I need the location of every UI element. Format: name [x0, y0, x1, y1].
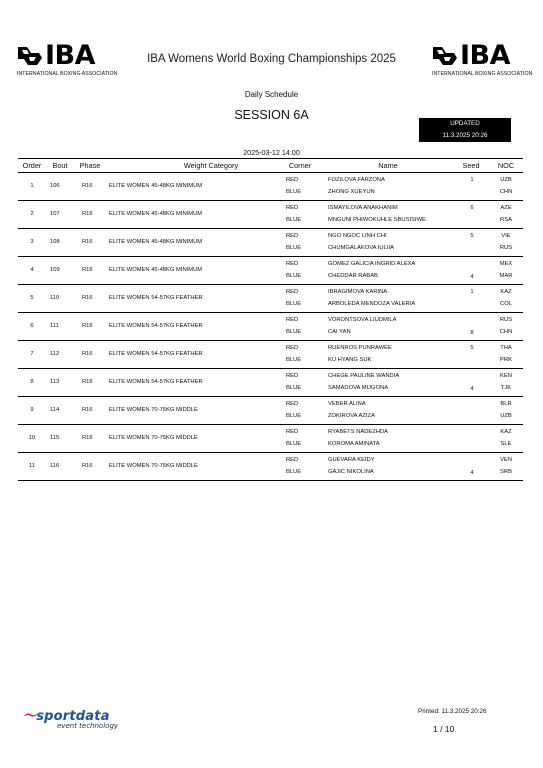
- logo-subtitle: INTERNATIONAL BOXING ASSOCIATION: [432, 71, 533, 77]
- blue-boxer-name: ZOKIROVA AZIZA: [328, 413, 375, 419]
- brand-tagline: event technology: [57, 722, 119, 730]
- bout-number: 109: [50, 267, 60, 273]
- blue-corner-label: BLUE: [286, 217, 302, 223]
- bout-phase: R16: [82, 463, 93, 469]
- blue-corner-label: BLUE: [286, 245, 302, 251]
- bout-number: 114: [50, 407, 60, 413]
- bout-order: 10: [28, 435, 36, 441]
- red-boxer-noc: UZB: [500, 177, 512, 183]
- red-corner-label: RED: [286, 233, 299, 239]
- blue-boxer-noc: TJK: [500, 385, 512, 391]
- red-corner-label: RED: [286, 177, 299, 183]
- red-boxer-noc: VEN: [500, 457, 512, 463]
- updated-label: UPDATED: [450, 120, 480, 127]
- logo-wordmark: IBA: [45, 40, 96, 71]
- blue-boxer-name: CHUMGALAKOVA IULIIA: [328, 245, 394, 251]
- red-boxer-noc: RUS: [499, 317, 513, 323]
- bout-row: [18, 341, 523, 369]
- red-corner-label: RED: [286, 345, 299, 351]
- blue-boxer-name: MNGUNI PHIWOKUHLE SBUSISIWE: [328, 217, 426, 223]
- col-order: Order: [22, 161, 42, 170]
- bout-number: 112: [50, 351, 60, 357]
- col-weight-category: Weight Category: [183, 161, 239, 170]
- bout-row: [18, 257, 523, 285]
- event-title: IBA Womens World Boxing Championships 2025: [147, 53, 396, 65]
- bout-row: [18, 425, 523, 453]
- bout-order: 6: [30, 323, 34, 329]
- bout-phase: R16: [82, 379, 93, 385]
- bout-number: 107: [50, 211, 60, 217]
- bout-order: 11: [28, 463, 36, 469]
- bout-weight-category: ELITE WOMEN 70-75KG MIDDLE: [109, 463, 198, 469]
- col-corner: Corner: [288, 161, 312, 170]
- bout-phase: R16: [82, 239, 93, 245]
- bout-row: [18, 173, 523, 201]
- bout-order: 3: [30, 239, 34, 245]
- bout-order: 8: [30, 379, 34, 385]
- blue-boxer-noc: RUS: [499, 245, 513, 251]
- bout-order: 2: [30, 211, 34, 217]
- bout-weight-category: ELITE WOMEN 45-48KG MINIMUM: [109, 211, 203, 217]
- bout-row: [18, 453, 523, 480]
- red-boxer-name: ISMAYILOVA ANAKHANIM: [328, 205, 398, 211]
- blue-boxer-name: SAMADOVA MIJGONA: [328, 385, 389, 391]
- bout-order: 1: [30, 183, 34, 189]
- blue-boxer-noc: CHN: [499, 329, 513, 335]
- printed-info: [418, 708, 487, 715]
- bout-weight-category: ELITE WOMEN 54-57KG FEATHER: [109, 351, 203, 357]
- bout-weight-category: ELITE WOMEN 54-57KG FEATHER: [109, 379, 203, 385]
- blue-boxer-noc: SRB: [500, 469, 512, 475]
- red-corner-label: RED: [286, 401, 299, 407]
- red-corner-label: RED: [286, 289, 299, 295]
- bout-weight-category: ELITE WOMEN 70-75KG MIDDLE: [109, 435, 198, 441]
- red-boxer-seed: 5: [470, 345, 474, 351]
- bout-number: 108: [50, 239, 60, 245]
- red-corner-label: RED: [286, 457, 299, 463]
- blue-boxer-name: ARBOLEDA MENDOZA VALERIA: [328, 301, 416, 307]
- sportdata-logo: [23, 705, 118, 730]
- blue-boxer-name: CHEDDAR RABAB: [328, 273, 378, 279]
- printed-label: Printed:: [418, 708, 440, 715]
- printed-value: 11.3.2025 20:26: [441, 708, 487, 715]
- table-header: [18, 159, 523, 173]
- bout-phase: R16: [82, 183, 93, 189]
- red-boxer-noc: KAZ: [500, 429, 512, 435]
- red-boxer-name: RUENROS PUNRAWEE: [328, 345, 392, 351]
- col-name: Name: [378, 161, 398, 170]
- red-boxer-name: FOZILOVA FARZONA: [328, 177, 385, 183]
- swoosh-icon: 〜: [23, 709, 37, 724]
- red-boxer-noc: VIE: [501, 233, 511, 239]
- red-boxer-noc: MEX: [499, 261, 513, 267]
- red-corner-label: RED: [286, 429, 299, 435]
- session-datetime: 2025-03-12 14:00: [243, 148, 300, 157]
- red-boxer-name: GUEVARA KEIDY: [328, 457, 375, 463]
- bout-number: 106: [50, 183, 60, 189]
- bout-row: [18, 397, 523, 425]
- red-corner-label: RED: [286, 373, 299, 379]
- blue-boxer-noc: UZB: [500, 413, 512, 419]
- blue-boxer-name: GAJIC NIKOLINA: [328, 469, 374, 475]
- red-boxer-name: VORONTSOVA LIUDMILA: [328, 317, 397, 323]
- bout-weight-category: ELITE WOMEN 54-57KG FEATHER: [109, 295, 203, 301]
- col-bout: Bout: [52, 161, 68, 170]
- bout-weight-category: ELITE WOMEN 45-48KG MINIMUM: [109, 239, 203, 245]
- bout-weight-category: ELITE WOMEN 45-48KG MINIMUM: [109, 267, 203, 273]
- col-seed: Seed: [462, 161, 480, 170]
- bout-weight-category: ELITE WOMEN 70-75KG MIDDLE: [109, 407, 198, 413]
- blue-boxer-noc: RSA: [500, 217, 512, 223]
- blue-corner-label: BLUE: [286, 329, 302, 335]
- bout-number: 116: [50, 463, 60, 469]
- session-title: SESSION 6A: [234, 108, 309, 122]
- bout-row: [18, 229, 523, 257]
- blue-corner-label: BLUE: [286, 469, 302, 475]
- page-number: 1 / 10: [433, 724, 455, 734]
- bout-number: 110: [50, 295, 60, 301]
- bout-order: 9: [30, 407, 34, 413]
- col-noc: NOC: [497, 161, 515, 170]
- blue-boxer-noc: SLE: [500, 441, 512, 447]
- bout-phase: R16: [82, 351, 93, 357]
- red-boxer-seed: 1: [470, 177, 474, 183]
- updated-box: [419, 118, 511, 142]
- blue-boxer-noc: COL: [500, 301, 512, 307]
- table-body: [18, 173, 523, 480]
- bout-order: 4: [30, 267, 34, 273]
- blue-boxer-name: ZHONG XUEYUN: [328, 189, 375, 195]
- blue-boxer-noc: CHN: [499, 189, 513, 195]
- bout-weight-category: ELITE WOMEN 45-48KG MINIMUM: [109, 183, 203, 189]
- bout-order: 5: [30, 295, 34, 301]
- blue-corner-label: BLUE: [286, 189, 302, 195]
- blue-boxer-seed: 8: [470, 330, 474, 336]
- red-boxer-seed: 6: [470, 205, 474, 211]
- col-phase: Phase: [79, 161, 101, 170]
- red-boxer-name: IBRAGIMOVA KARINA: [328, 289, 388, 295]
- bout-row: [18, 313, 523, 341]
- blue-corner-label: BLUE: [286, 413, 302, 419]
- red-corner-label: RED: [286, 261, 299, 267]
- red-boxer-name: GOMEZ GALICIA INGRID ALEXA: [328, 261, 416, 267]
- red-boxer-seed: 1: [470, 289, 474, 295]
- bout-number: 115: [50, 435, 60, 441]
- doc-title: Daily Schedule: [244, 90, 299, 99]
- red-boxer-noc: KEN: [500, 373, 512, 379]
- red-boxer-name: CHEGE PAULINE WANDIA: [328, 373, 400, 379]
- red-corner-label: RED: [286, 317, 299, 323]
- blue-corner-label: BLUE: [286, 385, 302, 391]
- blue-corner-label: BLUE: [286, 301, 302, 307]
- updated-value: 11.3.2025 20:26: [442, 132, 488, 139]
- blue-boxer-seed: 4: [470, 274, 474, 280]
- blue-boxer-noc: MAR: [499, 273, 513, 279]
- bout-phase: R16: [82, 295, 93, 301]
- bout-row: [18, 369, 523, 397]
- blue-boxer-seed: 4: [470, 386, 474, 392]
- bout-row: [18, 285, 523, 313]
- bout-row: [18, 201, 523, 229]
- blue-boxer-noc: PRK: [500, 357, 512, 363]
- bout-order: 7: [30, 351, 34, 357]
- red-corner-label: RED: [286, 205, 299, 211]
- bout-phase: R16: [82, 267, 93, 273]
- blue-boxer-name: KOROMA AMINATA: [328, 441, 380, 447]
- bout-phase: R16: [82, 323, 93, 329]
- blue-corner-label: BLUE: [286, 357, 302, 363]
- blue-boxer-seed: 4: [470, 470, 474, 476]
- bout-number: 113: [50, 379, 60, 385]
- blue-corner-label: BLUE: [286, 441, 302, 447]
- blue-boxer-name: CAI YAN: [328, 329, 351, 335]
- bout-phase: R16: [82, 407, 93, 413]
- bout-phase: R16: [82, 211, 93, 217]
- brand-name: sportdata: [36, 709, 110, 724]
- schedule-table: [18, 158, 523, 481]
- red-boxer-name: RYABETS NADEZHDA: [328, 429, 389, 435]
- logo-wordmark: IBA: [460, 40, 511, 71]
- red-boxer-noc: KAZ: [500, 289, 512, 295]
- bout-weight-category: ELITE WOMEN 54-57KG FEATHER: [109, 323, 203, 329]
- blue-boxer-name: KU HYANG SUK: [328, 357, 372, 363]
- red-boxer-seed: 5: [470, 233, 474, 239]
- red-boxer-name: VEBER ALINA: [328, 401, 366, 407]
- red-boxer-noc: AZE: [500, 205, 512, 211]
- red-boxer-noc: THA: [500, 345, 512, 351]
- bout-number: 111: [50, 323, 59, 329]
- red-boxer-name: NGO NGOC LINH CHI: [328, 233, 387, 239]
- red-boxer-noc: BLR: [500, 401, 512, 407]
- logo-subtitle: INTERNATIONAL BOXING ASSOCIATION: [17, 71, 118, 77]
- blue-corner-label: BLUE: [286, 273, 302, 279]
- bout-phase: R16: [82, 435, 93, 441]
